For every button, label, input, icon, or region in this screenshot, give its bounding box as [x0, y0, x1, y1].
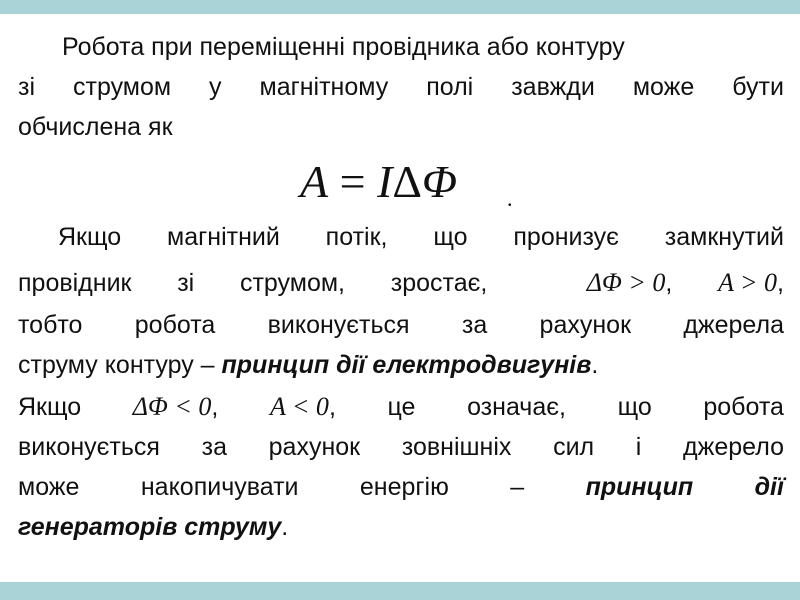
top-band [0, 0, 800, 14]
principle-motors: принцип дії електродвигунів [221, 351, 592, 379]
word: енергію [359, 473, 449, 501]
word: може [632, 73, 695, 101]
word: джерела [683, 311, 784, 339]
formula-period: . [507, 186, 513, 211]
word: завжди [511, 73, 595, 101]
formula-delta: Δ [392, 156, 422, 207]
word: що [433, 223, 468, 251]
word: виконується [267, 311, 410, 339]
comma: , [211, 393, 219, 421]
p2-line7 [18, 472, 784, 502]
word: робота [134, 311, 216, 339]
word: рахунок [539, 311, 632, 339]
word: зі [177, 269, 195, 297]
word: потік, [325, 223, 388, 251]
word: зі [18, 73, 36, 101]
p1-line1-text: Робота при переміщенні провідника або контуру [62, 33, 625, 61]
p2-line4 [18, 350, 784, 380]
math-text: ΔΦ > 0 [586, 268, 666, 297]
math-text: A < 0 [269, 392, 329, 421]
word: тобто [18, 311, 83, 339]
word: за [201, 433, 227, 461]
period: . [281, 513, 289, 541]
word: Якщо [18, 393, 82, 421]
word: накопичувати [140, 473, 299, 501]
word: зростає, [390, 269, 488, 297]
word: і [635, 433, 642, 461]
math-text: ΔΦ < 0 [132, 392, 212, 421]
word: – [510, 473, 525, 501]
p1-line3 [18, 112, 784, 142]
p2-line3 [18, 310, 784, 340]
word: струмом [73, 73, 172, 101]
line4-start: струму контуру – [18, 351, 215, 379]
period: . [591, 351, 599, 379]
word: робота [703, 393, 784, 421]
p2-line2 [18, 268, 784, 298]
comma: , [328, 393, 336, 421]
word: пронизує [513, 223, 619, 251]
word: джерело [683, 433, 784, 461]
formula-phi: Φ [421, 156, 458, 207]
p1-line2 [18, 72, 784, 102]
word: Якщо [58, 223, 122, 251]
word: за [461, 311, 488, 339]
principle-generators: генераторів струму [18, 513, 282, 541]
formula-eq: = [339, 156, 366, 207]
p2-line6 [18, 432, 784, 462]
word: може [18, 473, 80, 501]
word: замкнутий [664, 223, 784, 251]
word: це [387, 393, 416, 421]
bottom-band [0, 582, 800, 600]
p1-line3-text: обчислена як [18, 113, 173, 141]
condition-a-negative [270, 392, 336, 422]
word: зовнішніх [401, 433, 512, 461]
condition-dphi-negative [133, 392, 219, 422]
word: бути [732, 73, 784, 101]
p2-line5 [18, 392, 784, 422]
word: магнітному [259, 73, 389, 101]
comma: , [777, 269, 784, 297]
word: виконується [18, 433, 160, 461]
p2-line1 [58, 222, 784, 252]
p1-line1 [62, 32, 784, 62]
comma: , [665, 269, 673, 297]
condition-a-positive [718, 268, 784, 298]
p2-line8 [18, 512, 784, 542]
word: сил [553, 433, 595, 461]
work-formula [300, 154, 457, 210]
word: провідник [18, 269, 132, 297]
word: струмом, [239, 269, 346, 297]
condition-dphi-positive [587, 268, 673, 298]
word: означає, [467, 393, 566, 421]
word: що [617, 393, 652, 421]
word: у [209, 73, 222, 101]
word-bold: принцип [585, 473, 694, 501]
formula-i: I [377, 156, 393, 207]
math-text: A > 0 [718, 268, 778, 297]
word-bold: дії [754, 473, 784, 501]
formula-a: A [300, 156, 329, 207]
slide [0, 14, 800, 582]
word: полі [426, 73, 474, 101]
word: магнітний [167, 223, 280, 251]
word: рахунок [268, 433, 361, 461]
